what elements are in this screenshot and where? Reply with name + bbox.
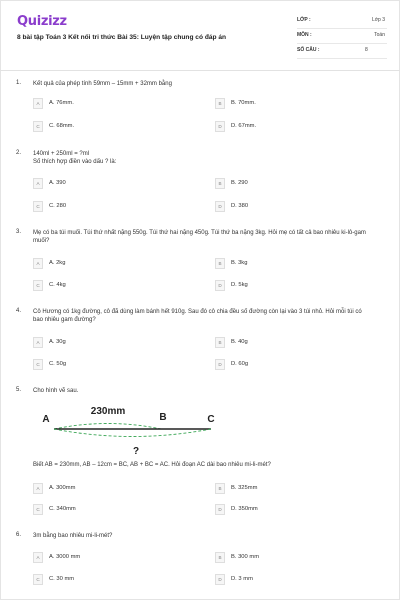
option-text: B. 300 mm	[231, 554, 260, 560]
meta-row-class	[297, 14, 387, 29]
option-text: A. 76mm.	[49, 100, 74, 106]
meta-row-count	[297, 44, 387, 59]
arc-ac	[54, 429, 211, 437]
meta-label: MÔN :	[297, 32, 312, 38]
option-letter: D	[215, 121, 225, 132]
question-number: 4.	[16, 308, 22, 314]
option-letter: C	[33, 574, 43, 585]
option-text: C. 4kg	[49, 282, 66, 288]
question-number: 2.	[16, 150, 22, 156]
meta-value: 8	[365, 47, 368, 53]
option-text: C. 50g	[49, 361, 67, 367]
question-text	[33, 150, 373, 167]
question-number: 6.	[16, 532, 22, 538]
option-letter: B	[215, 178, 225, 189]
option-text: D. 67mm.	[231, 123, 257, 129]
option-text: B. 3kg	[231, 260, 248, 266]
option-letter: A	[33, 258, 43, 269]
segment-diagram	[30, 398, 230, 456]
option-text: C. 280	[49, 203, 67, 209]
option-text: B. 290	[231, 180, 248, 186]
question-text-line: Số thích hợp điền vào dấu ? là:	[33, 159, 117, 166]
option-letter: A	[33, 178, 43, 189]
option-text: C. 340mm	[49, 506, 76, 512]
option-letter: D	[215, 574, 225, 585]
option-text: D. 60g	[231, 361, 249, 367]
question-text: Kết quả của phép tính 59mm – 15mm + 32mm bằng	[33, 81, 172, 87]
option-text: D. 380	[231, 203, 249, 209]
option-letter: B	[215, 337, 225, 348]
question-text: Mẹ có ba túi muối. Túi thứ nhất nặng 550g. Túi thứ hai nặng 450g. Túi thứ ba nặng 3kg. Hỏi mẹ có tất cả bao nhiêu ki-lô-gam muối?	[33, 230, 366, 245]
worksheet-title: 8 bài tập Toán 3 Kết nối tri thức Bài 35: Luyện tập chung có đáp án	[17, 34, 227, 41]
meta-value: Lớp 3	[371, 17, 385, 23]
question-text-line: 140ml + 250ml = ?ml	[33, 151, 90, 157]
meta-value: Toán	[374, 32, 385, 38]
option-text: A. 30g	[49, 339, 66, 345]
point-b-label: B	[159, 412, 167, 423]
question-text: 3m bằng bao nhiêu mi-li-mét?	[33, 533, 113, 539]
option-letter: C	[33, 504, 43, 515]
question-text: Cô Hương có 1kg đường, cô đã dùng làm bánh hết 910g. Sau đó cô chia đều số đường còn lại vào 3 túi nhỏ. Hỏi mỗi túi có bao nhiêu gam đường?	[33, 309, 362, 324]
option-letter: B	[215, 98, 225, 109]
option-text: B. 40g	[231, 339, 248, 345]
option-text: B. 70mm.	[231, 100, 256, 106]
option-text: A. 390	[49, 180, 66, 186]
meta-row-subject	[297, 29, 387, 44]
question-number: 5.	[16, 387, 22, 393]
header-divider	[0, 70, 400, 71]
option-text: C. 68mm.	[49, 123, 75, 129]
option-letter: C	[33, 201, 43, 212]
option-letter: A	[33, 337, 43, 348]
option-letter: A	[33, 552, 43, 563]
option-text: A. 2kg	[49, 260, 66, 266]
option-letter: A	[33, 483, 43, 494]
length-label: 230mm	[90, 406, 126, 417]
option-text: B. 325mm	[231, 485, 258, 491]
option-letter: B	[215, 552, 225, 563]
option-text: D. 5kg	[231, 282, 248, 288]
meta-label: LỚP :	[297, 17, 311, 23]
option-letter: B	[215, 483, 225, 494]
question-text: Cho hình vẽ sau.	[33, 388, 79, 394]
point-a-label: A	[42, 414, 50, 425]
option-text: D. 350mm	[231, 506, 258, 512]
option-letter: D	[215, 280, 225, 291]
question-number: 1.	[16, 80, 22, 86]
unknown-label: ?	[132, 446, 140, 456]
option-letter: D	[215, 504, 225, 515]
meta-label: SỐ CÂU :	[297, 47, 320, 53]
option-text: A. 300mm	[49, 485, 76, 491]
option-letter: A	[33, 98, 43, 109]
option-letter: C	[33, 121, 43, 132]
option-letter: D	[215, 359, 225, 370]
option-text: C. 30 mm	[49, 576, 75, 582]
option-letter: D	[215, 201, 225, 212]
worksheet-header	[17, 12, 387, 62]
option-text: A. 3000 mm	[49, 554, 81, 560]
option-letter: B	[215, 258, 225, 269]
question-number: 3.	[16, 229, 22, 235]
question-text: Biết AB = 230mm, AB – 12cm = BC, AB + BC = AC. Hỏi đoạn AC dài bao nhiêu mi-li-mét?	[33, 462, 271, 468]
option-text: D. 3 mm	[231, 576, 253, 582]
quizizz-logo: Quizizz	[17, 14, 67, 29]
worksheet-meta	[297, 14, 387, 59]
arc-ab	[54, 424, 161, 430]
point-c-label: C	[207, 414, 215, 425]
option-letter: C	[33, 359, 43, 370]
option-letter: C	[33, 280, 43, 291]
